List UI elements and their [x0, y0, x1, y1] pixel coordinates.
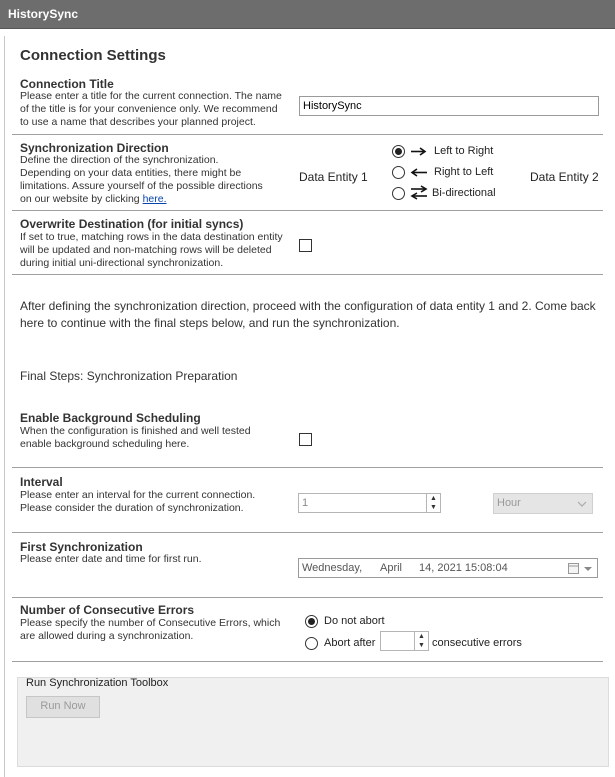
interval-unit-select[interactable]: [493, 493, 593, 514]
first-sync-datetime-picker[interactable]: Wednesday, April 14, 2021 15:08:04: [298, 558, 598, 578]
separator: [12, 661, 603, 662]
direction-left-to-right-radio[interactable]: [392, 145, 405, 158]
help-link[interactable]: here.: [142, 193, 167, 205]
connection-title-description: Please enter a title for the current connection. The name of the title is for your convenience only. We recommend to use a name that describes your planned project.: [20, 90, 282, 128]
overwrite-destination-checkbox[interactable]: [299, 239, 312, 252]
background-scheduling-description: When the configuration is finished and well tested enable background scheduling here.: [20, 425, 251, 450]
separator: [12, 274, 603, 275]
bidirectional-arrows-icon: [410, 185, 428, 200]
consecutive-errors-suffix: consecutive errors: [432, 637, 522, 649]
overwrite-destination-description: If set to true, matching rows in the data destination entity will be updated and non-matching rows will be deleted during initial uni-directional synchronization.: [20, 231, 283, 269]
abort-after-radio[interactable]: [305, 637, 318, 650]
interval-label: Interval: [20, 475, 63, 489]
connection-title-input[interactable]: [299, 96, 599, 116]
window-title: HistorySync: [8, 7, 79, 21]
overwrite-destination-label: Overwrite Destination (for initial syncs): [20, 217, 244, 231]
abort-after-label[interactable]: Abort after: [324, 637, 376, 649]
arrow-right-icon: [410, 146, 428, 157]
separator: [12, 134, 603, 135]
arrow-left-icon: [410, 167, 428, 178]
consecutive-errors-description: Please specify the number of Consecutive Errors, which are allowed during a synchronization.: [20, 617, 281, 642]
first-sync-label: First Synchronization: [20, 540, 143, 554]
spin-down-icon[interactable]: ▼: [426, 503, 440, 512]
info-text: After defining the synchronization direction, proceed with the configuration of data entity 1 and 2. Come back here to continue with the final steps below, and run the synchronization.: [20, 299, 596, 330]
interval-value: 1: [302, 497, 309, 509]
direction-bidirectional-label[interactable]: Bi-directional: [432, 187, 496, 199]
data-entity-1-label: Data Entity 1: [299, 170, 368, 184]
spin-up-icon[interactable]: ▲: [426, 494, 440, 503]
direction-bidirectional-radio[interactable]: [392, 187, 405, 200]
direction-right-to-left-radio[interactable]: [392, 166, 405, 179]
separator: [12, 467, 603, 468]
background-scheduling-label: Enable Background Scheduling: [20, 411, 201, 425]
page-title: Connection Settings: [20, 47, 166, 64]
separator: [12, 532, 603, 533]
spin-up-icon[interactable]: ▲: [414, 632, 428, 641]
run-toolbox: [17, 677, 609, 767]
do-not-abort-radio[interactable]: [305, 615, 318, 628]
toolbox-title: Run Synchronization Toolbox: [26, 677, 169, 689]
do-not-abort-label[interactable]: Do not abort: [324, 615, 385, 627]
connection-title-label: Connection Title: [20, 77, 114, 91]
window-titlebar: [0, 0, 615, 29]
separator: [12, 597, 603, 598]
interval-unit-value: Hour: [497, 497, 521, 509]
run-now-button[interactable]: Run Now: [26, 696, 100, 718]
first-sync-description: Please enter date and time for first run.: [20, 553, 202, 565]
background-scheduling-checkbox[interactable]: [299, 433, 312, 446]
interval-spinner[interactable]: [298, 493, 441, 513]
sync-direction-description: Define the direction of the synchronization. Depending on your data entities, there might be limitations. Assure yourself of the possible directions on our website by clicking here.: [20, 154, 263, 205]
separator: [12, 210, 603, 211]
consecutive-errors-label: Number of Consecutive Errors: [20, 603, 195, 617]
chevron-down-icon: [577, 501, 587, 507]
direction-right-to-left-label[interactable]: Right to Left: [434, 166, 494, 178]
interval-description: Please enter an interval for the current connection. Please consider the duration of synchronization.: [20, 489, 256, 514]
data-entity-2-label: Data Entity 2: [530, 170, 599, 184]
sync-direction-label: Synchronization Direction: [20, 141, 169, 155]
chevron-down-icon: [584, 567, 592, 572]
calendar-icon: [568, 563, 579, 574]
spin-down-icon[interactable]: ▼: [414, 641, 428, 650]
final-steps-heading: Final Steps: Synchronization Preparation: [20, 369, 238, 383]
direction-left-to-right-label[interactable]: Left to Right: [434, 145, 494, 157]
consecutive-errors-spinner[interactable]: [380, 631, 429, 651]
